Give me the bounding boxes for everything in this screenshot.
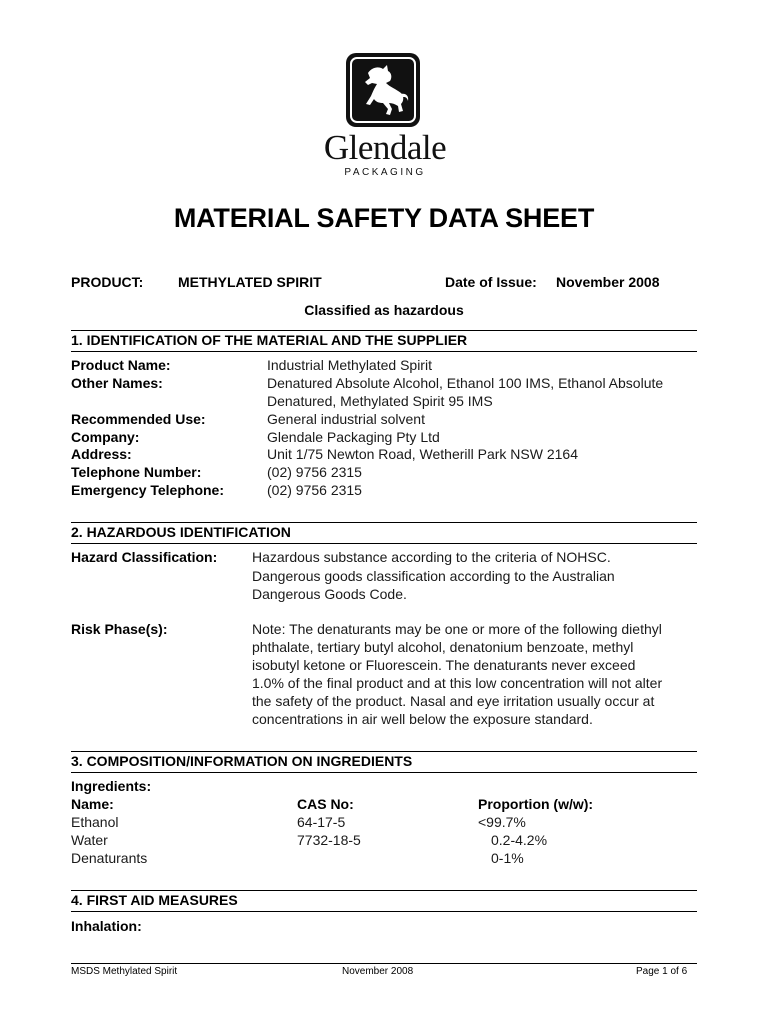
inhalation-label: Inhalation: — [71, 918, 142, 934]
risk-phases-label: Risk Phase(s): — [71, 621, 168, 637]
product-value: METHYLATED SPIRIT — [178, 274, 322, 290]
footer-divider — [71, 963, 697, 964]
product-label: PRODUCT: — [71, 274, 144, 290]
footer-page-number: Page 1 of 6 — [636, 966, 688, 977]
section-3-heading: 3. COMPOSITION/INFORMATION ON INGREDIENTS — [71, 753, 413, 769]
logo-subtitle: PACKAGING — [344, 167, 426, 178]
product-name-label: Product Name: — [71, 357, 171, 373]
horse-icon — [346, 53, 420, 127]
classification-text: Classified as hazardous — [304, 302, 464, 318]
ingredient-proportion: <99.7% — [478, 814, 526, 830]
risk-line: phthalate, tertiary butyl alcohol, denatonium benzoate, methyl — [252, 639, 634, 655]
ingredient-proportion: 0-1% — [491, 850, 524, 866]
telephone-value: (02) 9756 2315 — [267, 464, 362, 480]
address-label: Address: — [71, 446, 132, 462]
column-header-proportion: Proportion (w/w): — [478, 796, 594, 812]
column-header-name: Name: — [71, 796, 114, 812]
hazard-line: Dangerous Goods Code. — [252, 586, 407, 602]
ingredient-name: Ethanol — [71, 814, 119, 830]
ingredient-cas: 64-17-5 — [297, 814, 346, 830]
company-logo — [310, 46, 460, 181]
telephone-label: Telephone Number: — [71, 464, 202, 480]
hazard-line: Hazardous substance according to the criteria of NOHSC. — [252, 549, 611, 565]
recommended-use-label: Recommended Use: — [71, 411, 206, 427]
section-divider — [71, 351, 697, 352]
section-divider — [71, 543, 697, 544]
section-divider — [71, 911, 697, 912]
footer-date: November 2008 — [342, 966, 414, 977]
section-divider — [71, 772, 697, 773]
ingredient-proportion: 0.2-4.2% — [491, 832, 548, 848]
hazard-line: Dangerous goods classification according to the Australian — [252, 568, 615, 584]
other-names-value-cont: Denatured, Methylated Spirit 95 IMS — [267, 393, 493, 409]
ingredient-name: Denaturants — [71, 850, 148, 866]
other-names-label: Other Names: — [71, 375, 163, 391]
ingredient-name: Water — [71, 832, 108, 848]
hazard-classification-label: Hazard Classification: — [71, 549, 218, 565]
recommended-use-value: General industrial solvent — [267, 411, 425, 427]
logo-emblem — [346, 53, 420, 127]
other-names-value: Denatured Absolute Alcohol, Ethanol 100 IMS, Ethanol Absolute — [267, 375, 664, 391]
footer-document-name: MSDS Methylated Spirit — [71, 966, 178, 977]
risk-line: isobutyl ketone or Fluorescein. The denaturants never exceed — [252, 657, 636, 673]
risk-line: Note: The denaturants may be one or more of the following diethyl — [252, 621, 662, 637]
section-4-heading: 4. FIRST AID MEASURES — [71, 892, 238, 908]
section-1-heading: 1. IDENTIFICATION OF THE MATERIAL AND THE SUPPLIER — [71, 332, 468, 348]
product-name-value: Industrial Methylated Spirit — [267, 357, 432, 373]
company-label: Company: — [71, 429, 140, 445]
column-header-cas: CAS No: — [297, 796, 354, 812]
emergency-telephone-label: Emergency Telephone: — [71, 482, 225, 498]
ingredients-label: Ingredients: — [71, 778, 152, 794]
date-value: November 2008 — [556, 274, 660, 290]
ingredient-cas: 7732-18-5 — [297, 832, 361, 848]
logo-wordmark: Glendale — [323, 128, 447, 167]
company-value: Glendale Packaging Pty Ltd — [267, 429, 440, 445]
risk-line: 1.0% of the final product and at this low concentration will not alter — [252, 675, 663, 691]
date-label: Date of Issue: — [445, 274, 537, 290]
risk-line: the safety of the product. Nasal and eye irritation usually occur at — [252, 693, 655, 709]
emergency-telephone-value: (02) 9756 2315 — [267, 482, 362, 498]
section-2-heading: 2. HAZARDOUS IDENTIFICATION — [71, 524, 291, 540]
address-value: Unit 1/75 Newton Road, Wetherill Park NSW 2164 — [267, 446, 578, 462]
risk-line: concentrations in air well below the exposure standard. — [252, 711, 593, 727]
document-title: MATERIAL SAFETY DATA SHEET — [173, 203, 595, 233]
